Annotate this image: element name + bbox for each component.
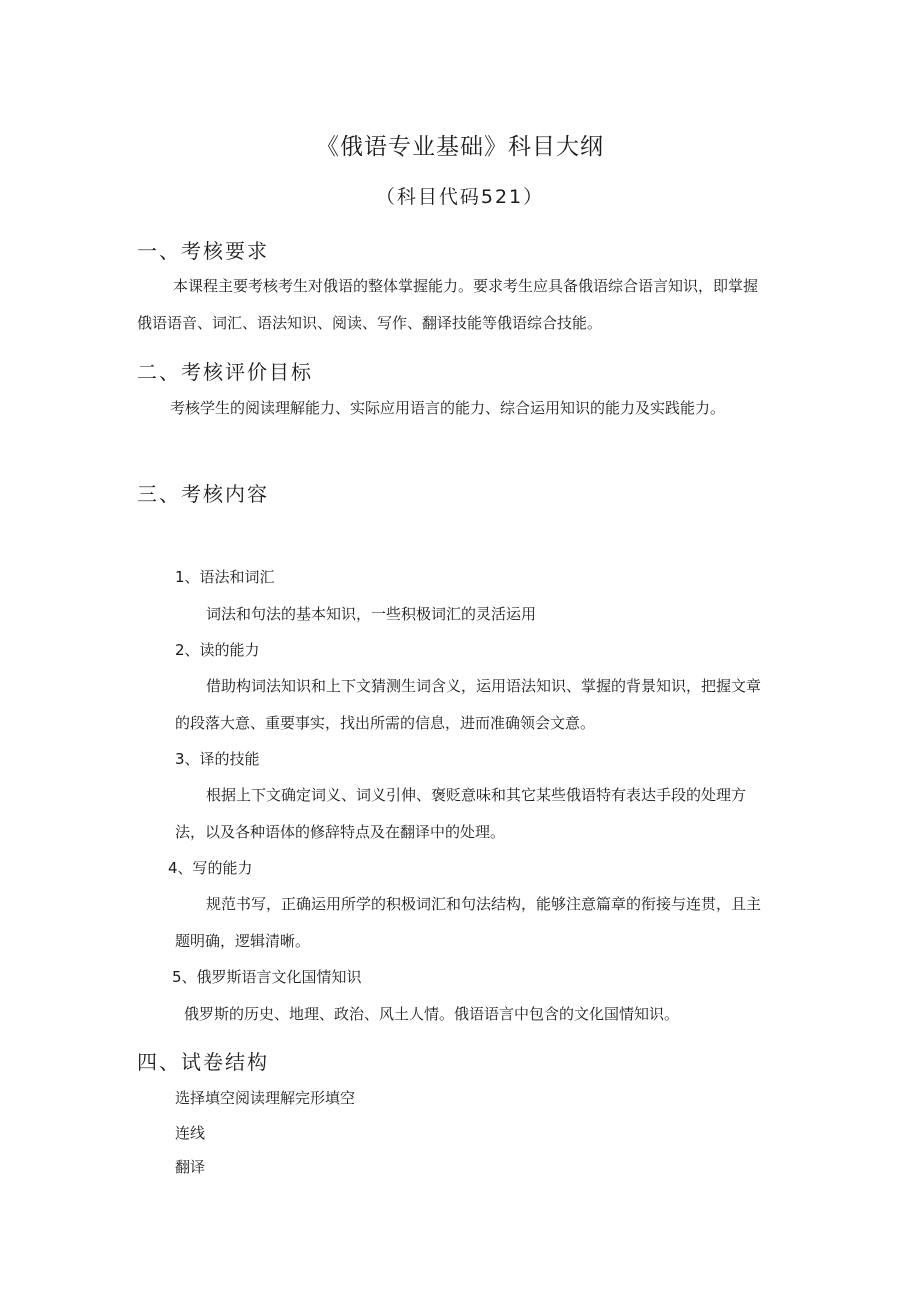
structure-line: 翻译	[175, 1158, 206, 1176]
document-subtitle: （科目代码521）	[375, 186, 545, 208]
structure-line: 连线	[175, 1124, 206, 1142]
section-heading-requirements: 一、考核要求	[137, 239, 269, 263]
section-heading-goals: 二、考核评价目标	[137, 360, 313, 384]
list-item-text: 规范书写，正确运用所学的积极词汇和句法结构，能够注意篇章的衔接与连贯，且主	[206, 895, 762, 913]
list-item-label: 3、译的技能	[175, 750, 260, 768]
list-item-text: 俄罗斯的历史、地理、政治、风土人情。俄语语言中包含的文化国情知识。	[184, 1005, 680, 1023]
section-paragraph: 考核学生的阅读理解能力、实际应用语言的能力、综合运用知识的能力及实践能力。	[170, 399, 726, 417]
list-item-text: 根据上下文确定词义、词义引伸、褒贬意味和其它某些俄语特有表达手段的处理方	[206, 786, 747, 804]
document-title: 《俄语专业基础》科目大纲	[316, 134, 604, 160]
list-item-text: 的段落大意、重要事实，找出所需的信息，进而准确领会文意。	[175, 714, 596, 732]
section-paragraph: 本课程主要考核考生对俄语的整体掌握能力。要求考生应具备俄语综合语言知识，即掌握	[173, 277, 759, 295]
list-item-label: 4、写的能力	[168, 859, 253, 877]
section-paragraph: 俄语语音、词汇、语法知识、阅读、写作、翻译技能等俄语综合技能。	[137, 314, 603, 332]
list-item-text: 词法和句法的基本知识，一些积极词汇的灵活运用	[206, 605, 537, 623]
list-item-text: 题明确，逻辑清晰。	[175, 932, 311, 950]
list-item-text: 法，以及各种语体的修辞特点及在翻译中的处理。	[175, 823, 506, 841]
section-heading-structure: 四、试卷结构	[137, 1050, 269, 1074]
list-item-label: 5、俄罗斯语言文化国情知识	[172, 968, 362, 986]
list-item-label: 2、读的能力	[175, 641, 260, 659]
section-heading-content: 三、考核内容	[137, 482, 269, 506]
structure-line: 选择填空阅读理解完形填空	[175, 1089, 356, 1107]
list-item-text: 借助构词法知识和上下文猜测生词含义，运用语法知识、掌握的背景知识，把握文章	[206, 677, 762, 695]
list-item-label: 1、语法和词汇	[175, 568, 275, 586]
